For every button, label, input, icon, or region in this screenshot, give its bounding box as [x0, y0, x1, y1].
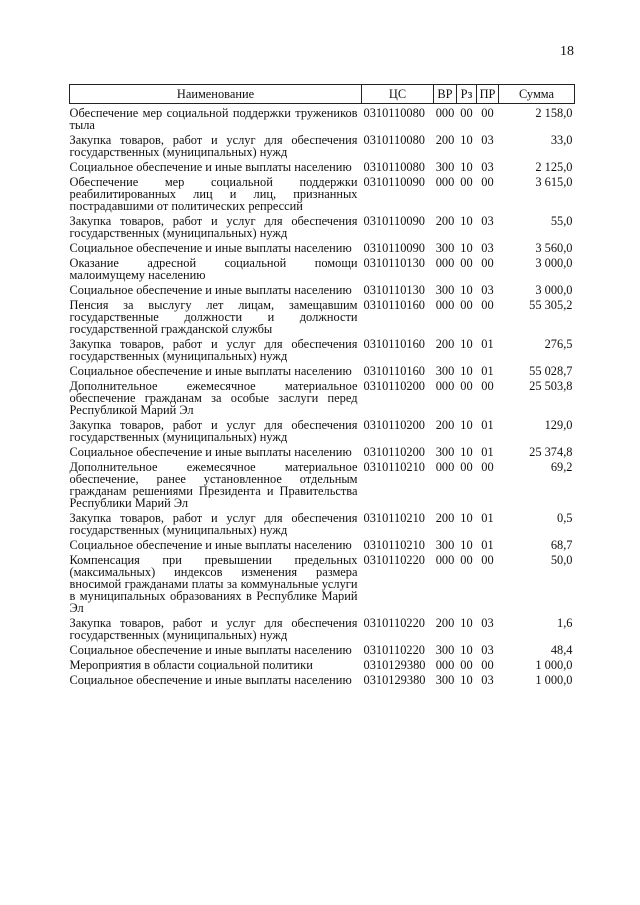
table-row [70, 281, 575, 296]
cell-name: Социальное обеспечение и иные выплаты населению [69, 160, 352, 174]
cell-sum: 55 305,2 [529, 298, 573, 312]
cell-name: Дополнительное ежемесячное материальное обеспечение гражданам за особые заслуги перед Республикой Марий Эл [69, 379, 358, 417]
cell-cs: 0310110080 [363, 106, 425, 120]
cell-rz: 10 [460, 160, 473, 174]
cell-cs: 0310110090 [363, 214, 425, 228]
cell-name: Социальное обеспечение и иные выплаты населению [69, 445, 352, 459]
cell-rz: 10 [460, 673, 473, 687]
cell-name: Закупка товаров, работ и услуг для обеспечения государственных (муниципальных) нужд [69, 133, 358, 159]
cell-cs: 0310129380 [363, 673, 426, 687]
cell-vr: 300 [435, 643, 455, 657]
cell-cs: 0310110210 [363, 460, 425, 474]
cell-vr: 000 [435, 106, 455, 120]
cell-sum: 3 560,0 [535, 241, 573, 255]
cell-vr: 000 [435, 553, 455, 567]
cell-vr: 300 [435, 445, 455, 459]
table-row [70, 239, 575, 254]
cell-sum: 25 503,8 [529, 379, 573, 393]
cell-name: Мероприятия в области социальной политики [69, 658, 313, 672]
cell-vr: 200 [435, 337, 455, 351]
cell-name: Компенсация при превышении предельных (максимальных) индексов изменения размера вносимой гражданами платы за коммунальные услуги в муниципальных образованиях в Республике Марий Эл [69, 553, 358, 615]
cell-pr: 03 [481, 283, 494, 297]
cell-vr: 300 [435, 283, 455, 297]
cell-name: Социальное обеспечение и иные выплаты населению [69, 364, 352, 378]
cell-sum: 3 615,0 [535, 175, 573, 189]
cell-vr: 000 [435, 658, 455, 672]
table-row [70, 377, 575, 416]
cell-pr: 03 [481, 643, 494, 657]
cell-name: Обеспечение мер социальной поддержки тружеников тыла [69, 106, 358, 132]
cell-pr: 00 [481, 175, 494, 189]
cell-name: Закупка товаров, работ и услуг для обеспечения государственных (муниципальных) нужд [69, 337, 358, 363]
header-pr: ПР [477, 85, 499, 104]
header-rz: Рз [457, 85, 477, 104]
table-row [70, 173, 575, 212]
cell-sum: 68,7 [550, 538, 573, 552]
cell-vr: 000 [435, 298, 455, 312]
table-row [70, 671, 575, 686]
table-row [70, 254, 575, 281]
table-row [70, 104, 575, 132]
cell-rz: 10 [460, 643, 473, 657]
cell-vr: 300 [435, 673, 455, 687]
page-number: 18 [560, 44, 574, 59]
cell-pr: 00 [481, 106, 494, 120]
cell-sum: 1,6 [557, 616, 573, 630]
cell-cs: 0310110200 [363, 379, 425, 393]
cell-vr: 300 [435, 160, 455, 174]
cell-name: Социальное обеспечение и иные выплаты населению [69, 673, 352, 687]
cell-sum: 2 125,0 [535, 160, 573, 174]
cell-rz: 10 [460, 214, 473, 228]
header-sum: Сумма [499, 85, 575, 104]
cell-vr: 200 [435, 418, 455, 432]
table-row [70, 131, 575, 158]
cell-pr: 03 [481, 133, 494, 147]
cell-sum: 1 000,0 [535, 658, 573, 672]
cell-sum: 48,4 [550, 643, 573, 657]
cell-pr: 00 [481, 658, 494, 672]
cell-pr: 03 [481, 160, 494, 174]
table-row [70, 212, 575, 239]
table-row [70, 509, 575, 536]
table-row [70, 536, 575, 551]
table-row [70, 416, 575, 443]
cell-cs: 0310110210 [363, 511, 425, 525]
cell-pr: 00 [481, 298, 494, 312]
table-row [70, 641, 575, 656]
cell-pr: 03 [481, 214, 494, 228]
cell-cs: 0310110130 [363, 283, 425, 297]
header-name: Наименование [70, 85, 362, 104]
cell-sum: 129,0 [544, 418, 573, 432]
cell-sum: 3 000,0 [535, 256, 573, 270]
cell-name: Закупка товаров, работ и услуг для обеспечения государственных (муниципальных) нужд [69, 418, 358, 444]
cell-name: Закупка товаров, работ и услуг для обеспечения государственных (муниципальных) нужд [69, 511, 358, 537]
cell-cs: 0310110090 [363, 241, 425, 255]
cell-rz: 00 [460, 106, 473, 120]
cell-cs: 0310110200 [363, 418, 425, 432]
cell-sum: 55,0 [550, 214, 573, 228]
cell-rz: 00 [460, 379, 473, 393]
cell-name: Обеспечение мер социальной поддержки реабилитированных лиц и лиц, признанных пострадавшими от политических репрессий [69, 175, 358, 213]
cell-rz: 00 [460, 658, 473, 672]
table-row [70, 656, 575, 671]
cell-cs: 0310110160 [363, 298, 425, 312]
cell-cs: 0310110160 [363, 337, 425, 351]
cell-rz: 10 [460, 445, 473, 459]
cell-cs: 0310129380 [363, 658, 426, 672]
table-row [70, 458, 575, 509]
cell-sum: 1 000,0 [535, 673, 573, 687]
cell-pr: 03 [481, 673, 494, 687]
cell-vr: 000 [435, 175, 455, 189]
table-row [70, 551, 575, 614]
header-cs: ЦС [362, 85, 434, 104]
cell-pr: 01 [481, 337, 494, 351]
cell-rz: 10 [460, 337, 473, 351]
cell-cs: 0310110130 [363, 256, 425, 270]
cell-rz: 00 [460, 460, 473, 474]
cell-name: Социальное обеспечение и иные выплаты населению [69, 643, 352, 657]
cell-sum: 0,5 [557, 511, 573, 525]
cell-pr: 00 [481, 460, 494, 474]
cell-vr: 300 [435, 538, 455, 552]
cell-pr: 01 [481, 511, 494, 525]
cell-sum: 33,0 [550, 133, 573, 147]
cell-vr: 300 [435, 364, 455, 378]
cell-pr: 01 [481, 418, 494, 432]
cell-sum: 3 000,0 [535, 283, 573, 297]
cell-rz: 10 [460, 418, 473, 432]
cell-sum: 55 028,7 [529, 364, 573, 378]
cell-rz: 10 [460, 364, 473, 378]
cell-name: Социальное обеспечение и иные выплаты населению [69, 538, 352, 552]
cell-cs: 0310110080 [363, 160, 425, 174]
cell-rz: 00 [460, 256, 473, 270]
cell-vr: 200 [435, 511, 455, 525]
cell-name: Дополнительное ежемесячное материальное обеспечение, ранее установленное отдельным гражданам решениями Президента и Правительства Республики Марий Эл [69, 460, 358, 510]
table-row [70, 362, 575, 377]
cell-cs: 0310110080 [363, 133, 425, 147]
cell-sum: 2 158,0 [535, 106, 573, 120]
table-row [70, 614, 575, 641]
cell-rz: 00 [460, 175, 473, 189]
table-row [70, 296, 575, 335]
header-vr: ВР [434, 85, 457, 104]
cell-vr: 200 [435, 214, 455, 228]
cell-vr: 000 [435, 256, 455, 270]
cell-rz: 10 [460, 133, 473, 147]
cell-cs: 0310110200 [363, 445, 425, 459]
cell-name: Закупка товаров, работ и услуг для обеспечения государственных (муниципальных) нужд [69, 616, 358, 642]
cell-name: Пенсия за выслугу лет лицам, замещавшим государственные должности и должности государственной гражданской службы [69, 298, 358, 336]
cell-pr: 01 [481, 445, 494, 459]
cell-sum: 69,2 [550, 460, 573, 474]
cell-cs: 0310110220 [363, 553, 425, 567]
cell-rz: 10 [460, 538, 473, 552]
cell-sum: 50,0 [550, 553, 573, 567]
cell-pr: 00 [481, 553, 494, 567]
cell-vr: 000 [435, 460, 455, 474]
cell-sum: 276,5 [544, 337, 573, 351]
cell-pr: 01 [481, 538, 494, 552]
table-row [70, 158, 575, 173]
cell-sum: 25 374,8 [529, 445, 573, 459]
cell-cs: 0310110220 [363, 643, 425, 657]
table-row [70, 443, 575, 458]
table-header-row [70, 85, 575, 104]
cell-cs: 0310110210 [363, 538, 425, 552]
cell-name: Социальное обеспечение и иные выплаты населению [69, 241, 352, 255]
cell-cs: 0310110160 [363, 364, 425, 378]
cell-name: Оказание адресной социальной помощи малоимущему населению [69, 256, 358, 282]
cell-name: Социальное обеспечение и иные выплаты населению [69, 283, 352, 297]
table-row [70, 335, 575, 362]
cell-pr: 03 [481, 241, 494, 255]
cell-rz: 00 [460, 553, 473, 567]
cell-rz: 10 [460, 616, 473, 630]
cell-pr: 01 [481, 364, 494, 378]
cell-cs: 0310110090 [363, 175, 425, 189]
cell-vr: 000 [435, 379, 455, 393]
budget-table [69, 84, 575, 686]
cell-vr: 200 [435, 133, 455, 147]
cell-name: Закупка товаров, работ и услуг для обеспечения государственных (муниципальных) нужд [69, 214, 358, 240]
cell-rz: 10 [460, 511, 473, 525]
cell-rz: 00 [460, 298, 473, 312]
cell-rz: 10 [460, 283, 473, 297]
cell-pr: 00 [481, 256, 494, 270]
cell-cs: 0310110220 [363, 616, 425, 630]
cell-vr: 300 [435, 241, 455, 255]
cell-rz: 10 [460, 241, 473, 255]
cell-pr: 03 [481, 616, 494, 630]
cell-pr: 00 [481, 379, 494, 393]
cell-vr: 200 [435, 616, 455, 630]
table-body [70, 104, 575, 687]
